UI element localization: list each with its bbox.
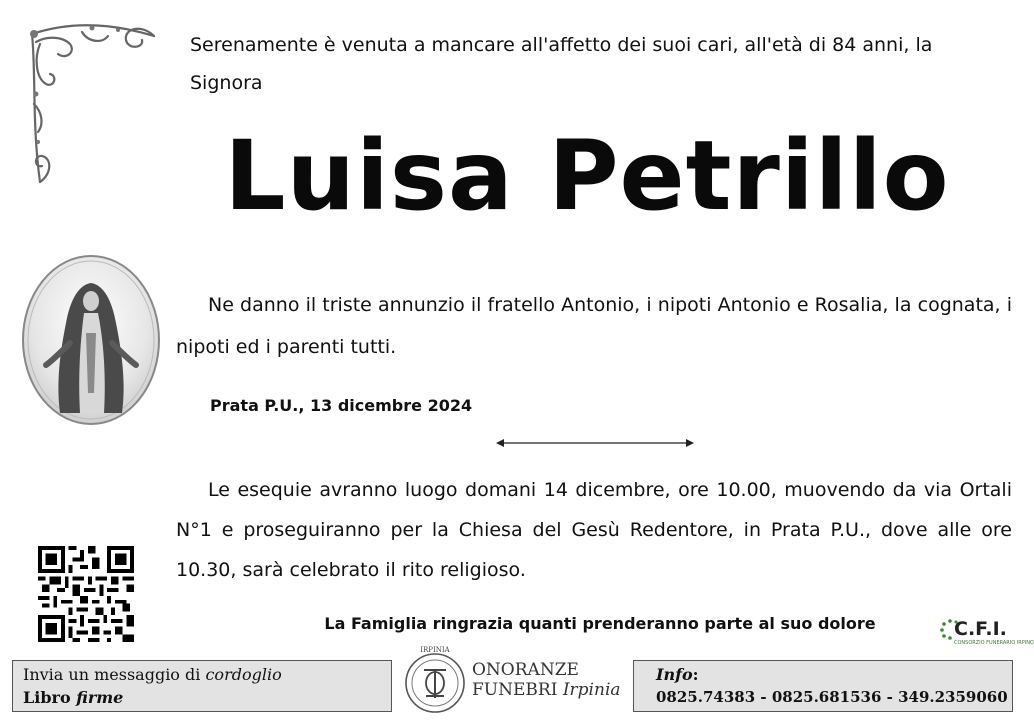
place-date: Prata P.U., 13 dicembre 2024 (210, 396, 473, 415)
guestbook-prefix: Libro (23, 688, 77, 707)
announcement-text: Ne danno il triste annunzio il fratello Antonio, i nipoti Antonio e Rosalia, la cognata, i nipoti ed i parenti tutti. (176, 294, 1012, 358)
cfi-logo (940, 616, 1034, 652)
brand-line1: ONORANZE (472, 660, 579, 680)
floral-corner-icon (22, 14, 162, 189)
guestbook-italic: firme (76, 688, 124, 707)
info-label-text: Info (656, 665, 693, 684)
intro-text: Serenamente è venuta a mancare all'affetto dei suoi cari, all'età di 84 anni, la Signora (190, 34, 933, 94)
qr-code-icon[interactable] (38, 546, 134, 642)
info-colon: : (692, 665, 699, 684)
family-thanks: La Famiglia ringrazia quanti prenderanno parte al suo dolore (324, 614, 876, 633)
cfi-logo-text: C.F.I. (954, 618, 1007, 640)
brand-line2-italic: Irpinia (562, 680, 621, 700)
logo-top-text: IRPINIA (420, 646, 450, 654)
cfi-logo-subtitle: CONSORZIO FUNERARIO IRPINO (954, 640, 1034, 646)
deceased-name: Luisa Petrillo (224, 120, 950, 232)
funeral-details: Le esequie avranno luogo domani 14 dicembre, ore 10.00, muovendo da via Ortali N°1 e proseguiranno per la Chiesa del Gesù Redentore, in Prata P.U., dove alle ore 10.30, sarà celebrato il rito religioso. (176, 479, 1012, 581)
phone-numbers[interactable]: 0825.74383 - 0825.681536 - 349.2359060 (656, 688, 1008, 706)
brand-line2 (472, 680, 621, 700)
double-arrow-icon (494, 436, 696, 450)
info-box (633, 660, 1013, 712)
info-label (656, 665, 699, 684)
send-condolence-link[interactable] (23, 665, 282, 684)
condolence-prefix: Invia un messaggio di (23, 665, 206, 684)
funeral-home-brand (472, 660, 621, 700)
condolence-italic: cordoglio (205, 665, 282, 684)
onoranze-logo-icon (402, 646, 468, 716)
madonna-medallion-icon (20, 253, 162, 427)
condolence-box[interactable] (12, 660, 392, 712)
brand-line2-prefix: FUNEBRI (472, 680, 563, 700)
guestbook-link[interactable] (23, 688, 123, 707)
